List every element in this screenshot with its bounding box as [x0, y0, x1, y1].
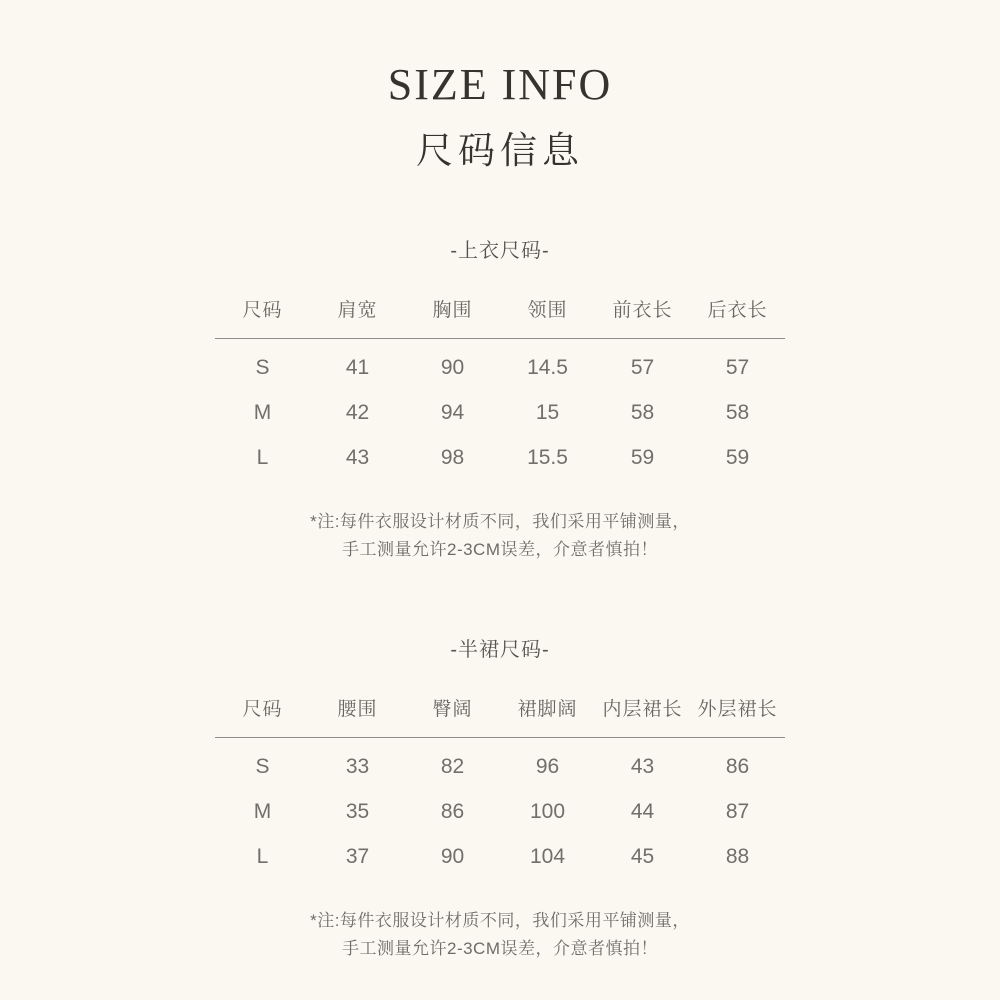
measurement-note-tops [0, 508, 1000, 564]
table-row-l [215, 834, 785, 879]
table-header-row [215, 301, 785, 339]
skirt-size-table [215, 700, 785, 879]
table-cell: 15 [535, 400, 560, 424]
column-header-waist: 腰围 [337, 699, 378, 720]
table-cell: 14.5 [527, 355, 568, 379]
column-header-outer-length: 外层裙长 [697, 699, 778, 720]
table-cell: 59 [725, 445, 750, 469]
note-line-2: 手工测量允许2-3CM误差，介意者慎拍！ [341, 540, 658, 559]
page-title-zh: 尺码信息 [416, 130, 584, 171]
table-cell: 86 [725, 754, 750, 778]
table-row-s [215, 744, 785, 789]
section-title-skirt: -半裙尺码- [450, 639, 550, 661]
table-cell: 90 [440, 844, 465, 868]
size-label: L [256, 844, 269, 868]
measurement-note-skirt [0, 907, 1000, 963]
table-cell: 90 [440, 355, 465, 379]
table-cell: 41 [345, 355, 370, 379]
table-cell: 82 [440, 754, 465, 778]
note-line-1: *注:每件衣服设计材质不同，我们采用平铺测量， [310, 512, 690, 531]
size-label: M [253, 400, 272, 424]
table-cell: 37 [345, 844, 370, 868]
page-title-en: SIZE INFO [387, 60, 613, 109]
table-cell: 43 [630, 754, 655, 778]
table-cell: 43 [345, 445, 370, 469]
table-header-row [215, 700, 785, 738]
table-row-l [215, 435, 785, 480]
column-header-hip: 臀阔 [432, 699, 473, 720]
table-body [215, 738, 785, 879]
table-cell: 35 [345, 799, 370, 823]
note-line-2: 手工测量允许2-3CM误差，介意者慎拍！ [341, 939, 658, 958]
table-cell: 100 [529, 799, 566, 823]
column-header-back-length: 后衣长 [707, 300, 768, 321]
column-header-size: 尺码 [242, 699, 283, 720]
table-cell: 96 [535, 754, 560, 778]
table-cell: 45 [630, 844, 655, 868]
tops-size-table [215, 301, 785, 480]
table-cell: 98 [440, 445, 465, 469]
column-header-size: 尺码 [242, 300, 283, 321]
table-cell: 42 [345, 400, 370, 424]
table-cell: 94 [440, 400, 465, 424]
table-cell: 86 [440, 799, 465, 823]
section-title-tops: -上衣尺码- [450, 240, 550, 262]
table-body [215, 339, 785, 480]
column-header-inner-length: 内层裙长 [602, 699, 683, 720]
table-row-m [215, 789, 785, 834]
table-cell: 57 [725, 355, 750, 379]
table-cell: 58 [725, 400, 750, 424]
table-cell: 44 [630, 799, 655, 823]
table-cell: 104 [529, 844, 566, 868]
column-header-hem: 裙脚阔 [517, 699, 578, 720]
note-line-1: *注:每件衣服设计材质不同，我们采用平铺测量， [310, 911, 690, 930]
table-cell: 15.5 [527, 445, 568, 469]
size-label: S [255, 355, 270, 379]
table-cell: 58 [630, 400, 655, 424]
column-header-front-length: 前衣长 [612, 300, 673, 321]
table-cell: 87 [725, 799, 750, 823]
table-cell: 57 [630, 355, 655, 379]
table-cell: 59 [630, 445, 655, 469]
column-header-shoulder: 肩宽 [337, 300, 378, 321]
size-label: M [253, 799, 272, 823]
size-label: L [256, 445, 269, 469]
column-header-bust: 胸围 [432, 300, 473, 321]
table-row-s [215, 345, 785, 390]
table-cell: 33 [345, 754, 370, 778]
column-header-collar: 领围 [527, 300, 568, 321]
table-cell: 88 [725, 844, 750, 868]
table-row-m [215, 390, 785, 435]
size-label: S [255, 754, 270, 778]
